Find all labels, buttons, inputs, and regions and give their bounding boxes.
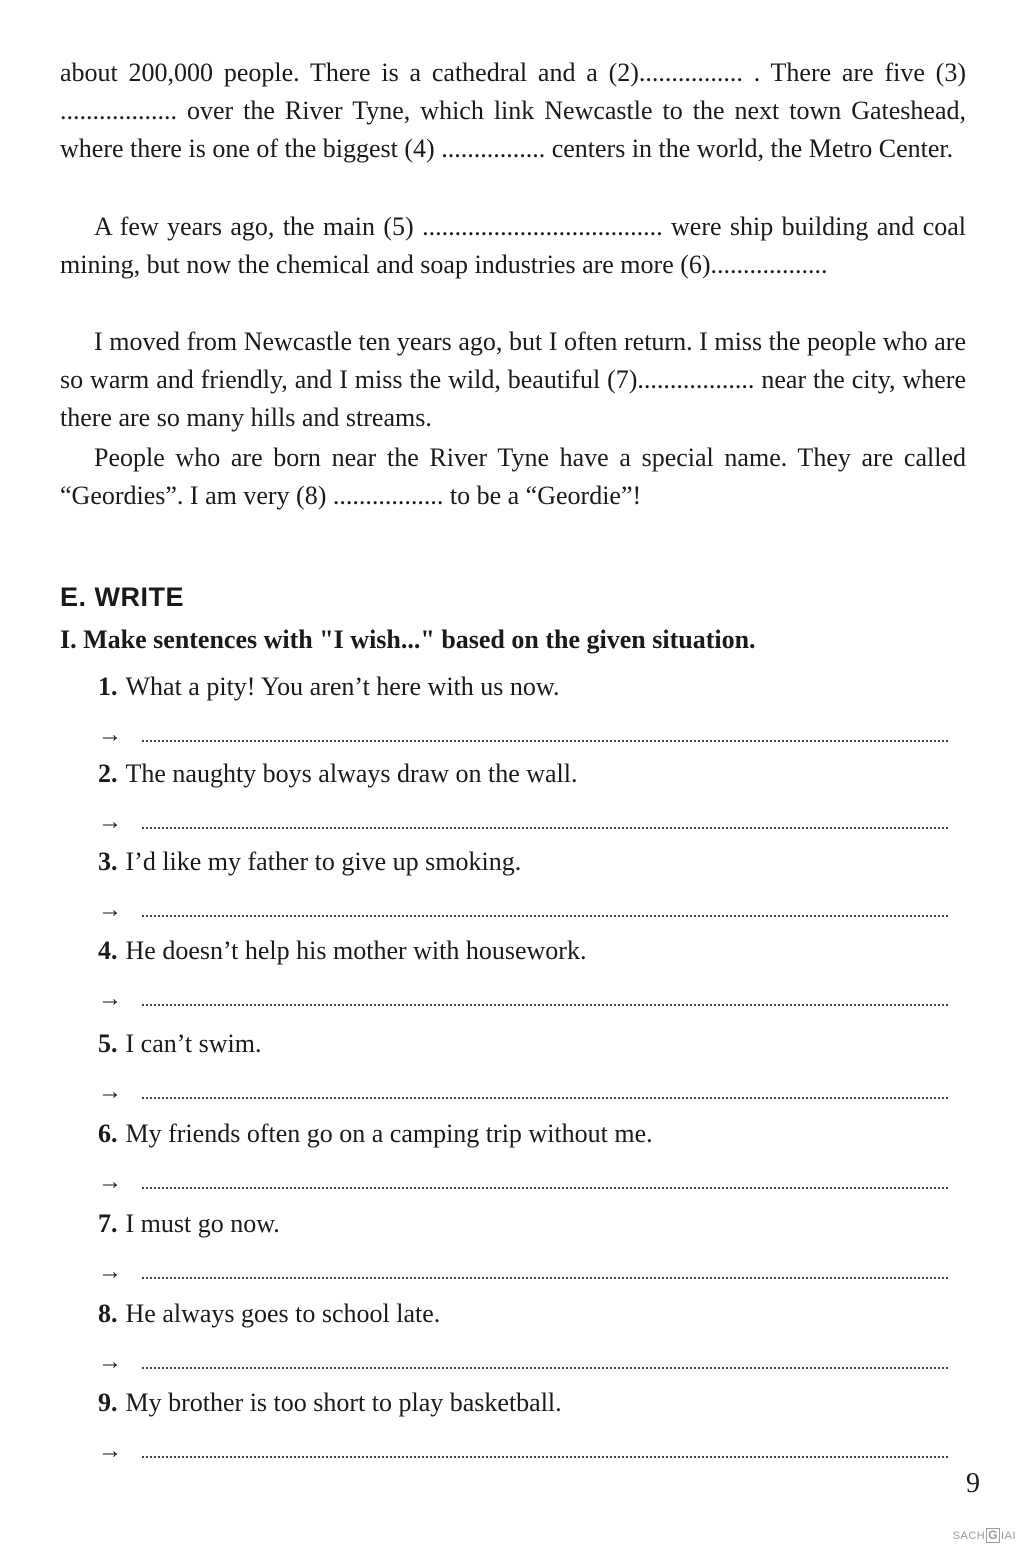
answer-line[interactable]: [142, 1079, 948, 1099]
item-prompt: He always goes to school late.: [125, 1299, 441, 1328]
item-prompt: My friends often go on a camping trip without me.: [125, 1119, 653, 1148]
arrow-icon: →: [98, 1169, 122, 1195]
arrow-icon: →: [98, 1349, 122, 1375]
section-title: E. WRITE: [60, 582, 184, 612]
item-number: 5.: [98, 1029, 118, 1058]
answer-line[interactable]: [142, 1438, 948, 1458]
passage-paragraph-3: I moved from Newcastle ten years ago, but I often return. I miss the people who are so warm and friendly, and I miss the wild, beautiful (7).................. near the city, where there are so many hills and streams.: [60, 327, 966, 432]
answer-line[interactable]: [142, 897, 948, 917]
exercise-item-9: [98, 1386, 948, 1464]
passage-paragraph-4: People who are born near the River Tyne have a special name. They are called “Geordies”. I am very (8) ................. to be a “Geordie”!: [60, 443, 966, 510]
item-prompt: I’d like my father to give up smoking.: [125, 847, 522, 876]
item-number: 6.: [98, 1119, 118, 1148]
item-number: 2.: [98, 759, 118, 788]
watermark-text-right: IAI: [1001, 1529, 1016, 1542]
page-number: 9: [966, 1468, 980, 1499]
item-number: 4.: [98, 936, 118, 965]
task-instruction: I. Make sentences with "I wish..." based on the given situation.: [60, 625, 756, 654]
answer-line[interactable]: [142, 1169, 948, 1189]
answer-line[interactable]: [142, 1349, 948, 1369]
exercise-item-8: [98, 1297, 948, 1375]
exercise-item-1: [98, 670, 948, 748]
item-number: 7.: [98, 1209, 118, 1238]
arrow-icon: →: [98, 722, 122, 748]
watermark-logo: [953, 1528, 1016, 1543]
exercise-item-5: [98, 1027, 948, 1105]
exercise-item-6: [98, 1117, 948, 1195]
item-prompt: My brother is too short to play basketball.: [125, 1388, 562, 1417]
answer-line[interactable]: [142, 722, 948, 742]
watermark-box-letter: G: [988, 1528, 999, 1542]
answer-line[interactable]: [142, 809, 948, 829]
arrow-icon: →: [98, 986, 122, 1012]
item-prompt: I can’t swim.: [125, 1029, 262, 1058]
answer-line[interactable]: [142, 986, 948, 1006]
passage-paragraph-1: about 200,000 people. There is a cathedral and a (2)................ . There are five (3) .................. over the River Tyne, which link Newcastle to the next town Gateshead, where there is one of the biggest (4) ................ centers in the world, the Metro Center.: [60, 58, 966, 163]
exercise-item-2: [98, 757, 948, 835]
item-prompt: He doesn’t help his mother with housework.: [125, 936, 587, 965]
answer-line[interactable]: [142, 1259, 948, 1279]
arrow-icon: →: [98, 1259, 122, 1285]
arrow-icon: →: [98, 809, 122, 835]
arrow-icon: →: [98, 897, 122, 923]
item-number: 9.: [98, 1388, 118, 1417]
item-number: 8.: [98, 1299, 118, 1328]
item-prompt: What a pity! You aren’t here with us now.: [125, 672, 560, 701]
arrow-icon: →: [98, 1079, 122, 1105]
exercise-item-4: [98, 934, 948, 1012]
item-prompt: I must go now.: [125, 1209, 280, 1238]
exercise-item-3: [98, 845, 948, 923]
passage-paragraph-2: A few years ago, the main (5) ..................................... were ship building and coal mining, but now the chemical and soap industries are more (6)..................: [60, 212, 966, 279]
arrow-icon: →: [98, 1438, 122, 1464]
exercise-item-7: [98, 1207, 948, 1285]
item-number: 1.: [98, 672, 118, 701]
item-prompt: The naughty boys always draw on the wall.: [125, 759, 578, 788]
watermark-text-left: SACH: [952, 1529, 986, 1542]
item-number: 3.: [98, 847, 118, 876]
